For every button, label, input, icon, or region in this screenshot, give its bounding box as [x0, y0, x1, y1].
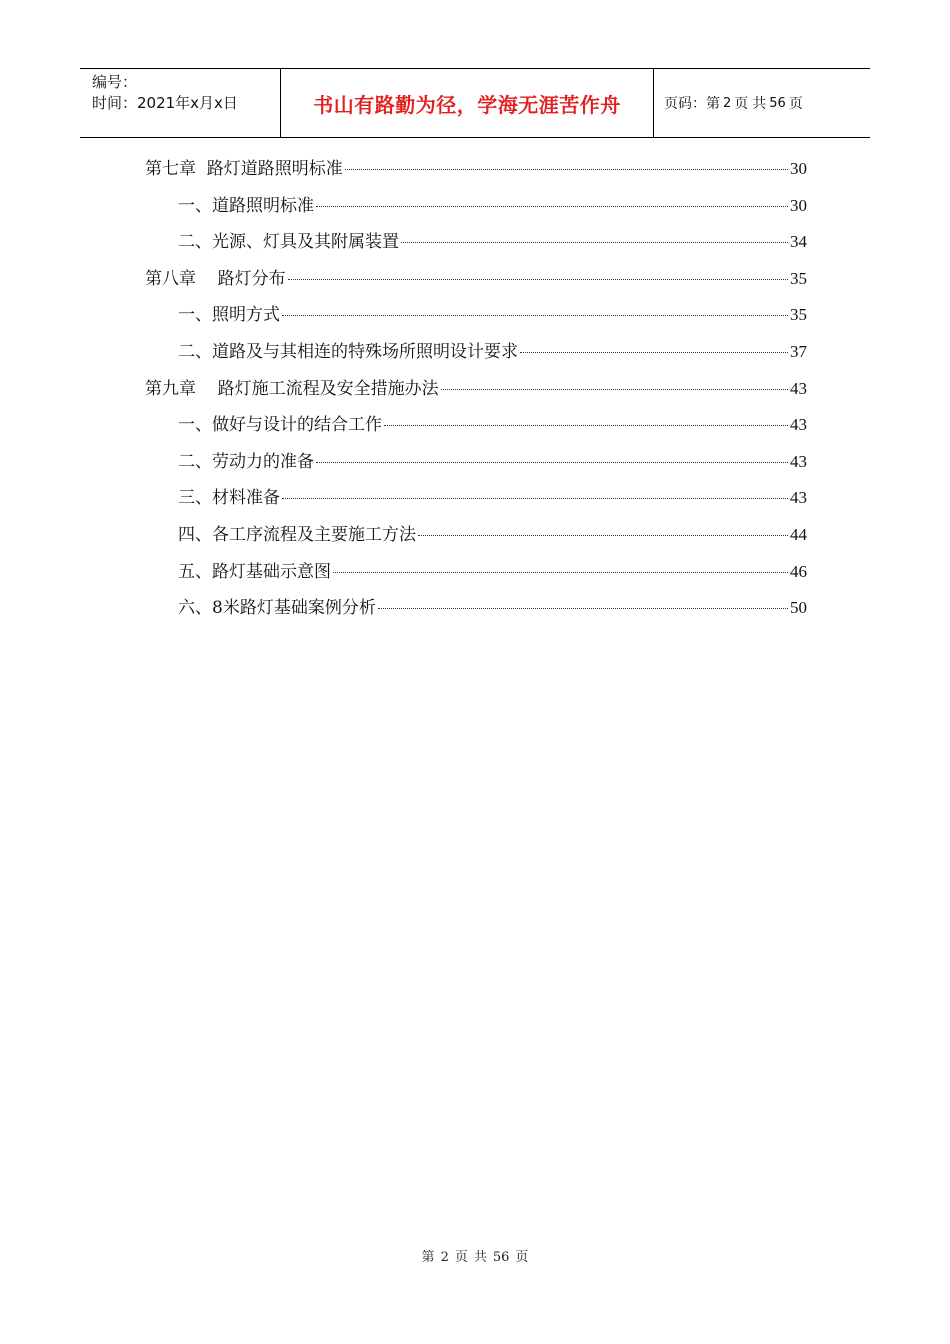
toc-entry-title: 六、8米路灯基础案例分析	[178, 598, 376, 619]
toc-entry[interactable]	[145, 374, 807, 411]
toc-entry[interactable]	[145, 191, 807, 228]
toc-entry[interactable]	[145, 520, 807, 557]
toc-dot-leader	[384, 425, 788, 426]
toc-entry-title: 三、材料准备	[178, 488, 280, 509]
toc-entry-page: 43	[790, 488, 807, 508]
footer-unit: 页	[454, 1250, 468, 1265]
toc-entry-title: 第九章 路灯施工流程及安全措施办法	[145, 378, 439, 399]
toc-dot-leader	[333, 572, 788, 573]
toc-dot-leader	[345, 169, 788, 170]
toc-entry-page: 50	[790, 598, 807, 618]
page-unit: 页	[734, 96, 749, 112]
toc-entry[interactable]	[145, 154, 807, 191]
page-label: 页码：第	[664, 96, 720, 112]
toc-entry-title: 二、劳动力的准备	[178, 451, 314, 472]
toc-entry[interactable]	[145, 227, 807, 264]
toc-entry[interactable]	[145, 483, 807, 520]
toc-dot-leader	[282, 498, 788, 499]
document-time-label: 时间：2021年x月x日	[92, 94, 238, 112]
toc-entry[interactable]	[145, 557, 807, 594]
toc-entry-title: 一、道路照明标准	[178, 195, 314, 216]
toc-entry-title: 二、道路及与其相连的特殊场所照明设计要求	[178, 341, 518, 362]
toc-entry[interactable]	[145, 300, 807, 337]
toc-entry[interactable]	[145, 337, 807, 374]
toc-entry-page: 37	[790, 341, 807, 361]
toc-entry-page: 43	[790, 378, 807, 398]
toc-dot-leader	[418, 535, 788, 536]
toc-entry-title: 一、做好与设计的结合工作	[178, 415, 382, 436]
toc-entry-page: 43	[790, 415, 807, 435]
toc-entry-title: 五、路灯基础示意图	[178, 561, 331, 582]
toc-entry-title: 一、照明方式	[178, 305, 280, 326]
footer-page: 2	[440, 1250, 449, 1265]
toc-entry-page: 44	[790, 524, 807, 544]
toc-dot-leader	[282, 315, 788, 316]
toc-dot-leader	[316, 462, 788, 463]
toc-entry-title: 四、各工序流程及主要施工方法	[178, 524, 416, 545]
table-of-contents	[145, 154, 807, 630]
header-page-info	[654, 69, 870, 137]
page-total-label: 共	[752, 96, 767, 112]
page-footer	[0, 1246, 950, 1265]
toc-dot-leader	[378, 608, 788, 609]
page-current: 2	[723, 95, 732, 111]
toc-entry-page: 34	[790, 232, 807, 252]
toc-dot-leader	[401, 242, 788, 243]
toc-entry-page: 30	[790, 195, 807, 215]
toc-entry-page: 43	[790, 451, 807, 471]
toc-entry[interactable]	[145, 264, 807, 301]
toc-entry-title: 第七章 路灯道路照明标准	[145, 159, 343, 179]
toc-dot-leader	[520, 352, 788, 353]
toc-dot-leader	[288, 279, 788, 280]
toc-entry-page: 35	[790, 268, 807, 288]
footer-total-prefix: 共	[473, 1250, 487, 1265]
document-number-label: 编号：	[92, 73, 138, 91]
toc-entry-title: 第八章 路灯分布	[145, 268, 286, 289]
page-total-unit: 页	[788, 96, 803, 112]
footer-prefix: 第	[421, 1250, 435, 1265]
page-total: 56	[769, 95, 786, 111]
header-motto: 书山有路勤为径，学海无涯苦作舟	[281, 69, 654, 137]
toc-dot-leader	[316, 206, 788, 207]
toc-entry[interactable]	[145, 410, 807, 447]
toc-entry-title: 二、光源、灯具及其附属装置	[178, 232, 399, 253]
page-header	[80, 68, 870, 138]
header-meta	[80, 69, 281, 137]
toc-entry-page: 46	[790, 561, 807, 581]
footer-total-unit: 页	[515, 1250, 529, 1265]
toc-dot-leader	[441, 389, 788, 390]
toc-entry[interactable]	[145, 593, 807, 630]
toc-entry-page: 35	[790, 305, 807, 325]
toc-entry[interactable]	[145, 447, 807, 484]
footer-total: 56	[492, 1250, 510, 1265]
toc-entry-page: 30	[790, 159, 807, 178]
